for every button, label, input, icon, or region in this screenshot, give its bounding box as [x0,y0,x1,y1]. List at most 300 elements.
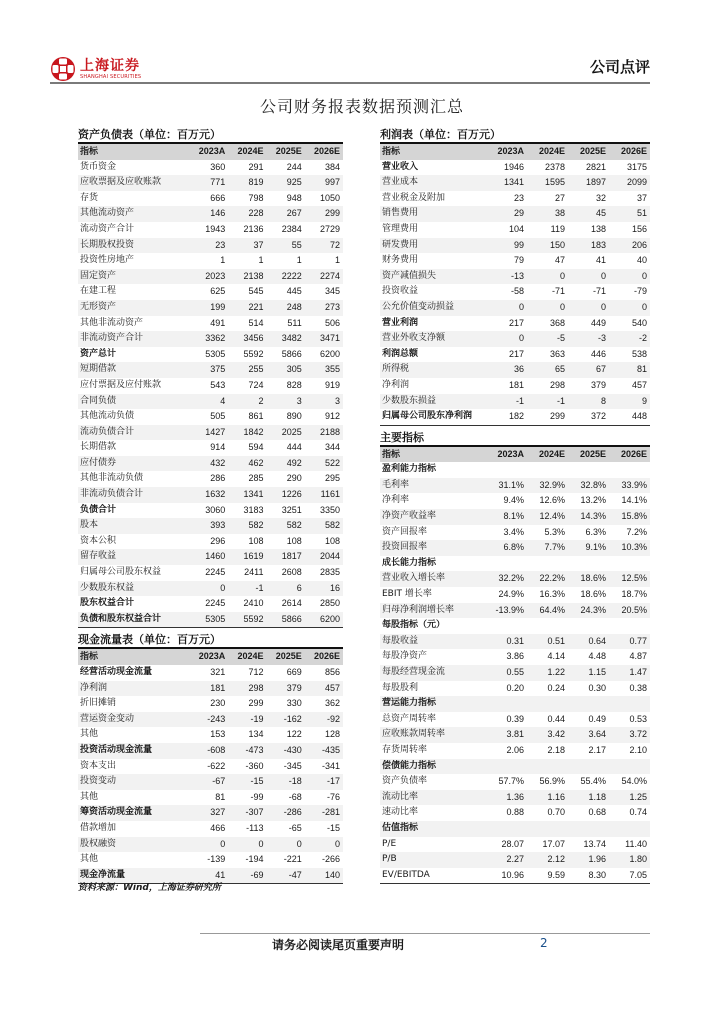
table-cell: 140 [305,868,343,884]
table-cell: 36 [486,362,527,378]
row-label: EV/EBITDA [382,869,430,880]
table-cell: 344 [324,442,340,453]
table-cell: 712 [248,667,264,677]
row-label: 归属母公司股东权益 [80,567,162,578]
table-row [78,665,343,681]
table-cell: 37 [228,238,266,254]
table-cell: 1.22 [527,665,568,681]
table-cell: 5592 [228,612,266,628]
table-cell: 290 [286,473,302,484]
table-cell: 0.49 [588,713,606,724]
table-cell: 28.07 [501,838,524,849]
row-label: 投资收益 [382,286,419,297]
table-cell: 0.20 [506,682,524,693]
row-label: 其他 [80,729,99,740]
table-cell: 299 [305,206,343,222]
table-row [78,362,343,378]
table-cell: 108 [286,535,302,546]
table-cell: 18.7% [621,589,647,600]
table-cell: 448 [631,411,647,422]
table-cell: 0.31 [486,634,527,650]
table-cell: 0 [305,837,343,853]
table-cell: 9 [609,394,650,410]
row-label: 净资产收益率 [380,509,486,525]
row-label: 每股净资产 [382,651,428,662]
row-label: 管理费用 [382,223,419,234]
table-cell: 582 [228,518,266,534]
table-cell: 2025 [267,425,305,441]
table-row [78,253,343,269]
table-cell: 2850 [319,598,340,609]
table-cell: 1595 [527,175,568,191]
table-cell: 40 [636,255,647,266]
row-label: 非流动负债合计 [78,487,190,503]
table-row [380,316,650,332]
row-label: 资本公积 [80,535,117,546]
table-cell: 32.2% [486,571,527,587]
table-cell [527,759,568,775]
table-cell: 3471 [305,331,343,347]
table-cell: 5.3% [544,526,565,537]
table-cell: 360 [210,161,226,172]
table-cell: 1050 [319,192,340,203]
row-label: 成长能力指标 [382,557,437,568]
column-header: 2024E [228,144,266,160]
table-cell: 540 [631,317,647,328]
table-row [380,222,650,238]
table-cell: 0.77 [609,634,650,650]
table-cell: 393 [190,518,228,534]
table-cell: 330 [286,698,302,709]
table-row [78,503,343,519]
table-cell: 5866 [281,348,302,359]
row-label: 负债合计 [80,504,117,515]
table-cell: 6200 [319,348,340,359]
table-cell [609,462,650,478]
table-cell [568,759,609,775]
table-cell: 0.70 [547,807,565,818]
table-cell: 379 [267,681,305,697]
table-cell: 1.96 [568,852,609,868]
row-label: 其他非流动负债 [80,473,144,484]
table-row [78,581,343,597]
table-row [78,518,343,534]
row-label: 少数股东损益 [380,394,486,410]
table-cell: 54.0% [621,776,647,787]
table-cell: 7.2% [626,526,647,537]
table-cell: 153 [210,729,226,740]
table-cell: 2821 [585,161,606,172]
table-cell: -67 [190,774,228,790]
table-cell: 1943 [205,223,226,234]
table-cell: 914 [210,442,226,453]
table-cell: 1161 [305,487,343,503]
table-cell: 666 [210,192,226,203]
table-cell: 2274 [305,269,343,285]
table-cell: 2.10 [629,744,647,755]
table-cell: -194 [245,854,264,865]
table-cell: 57.7% [498,776,524,787]
table-cell: 625 [210,286,226,297]
table-row [78,378,343,394]
table-cell: 379 [590,379,606,390]
table-row [380,852,650,868]
table-cell: -3 [568,331,609,347]
table-cell: 81 [215,791,226,802]
income-statement-title: 利润表（单位：百万元） [380,126,650,144]
row-label: 其他 [80,791,99,802]
table-cell: 13.74 [583,838,606,849]
table-row [380,362,650,378]
table-cell: 181 [508,379,524,390]
table-cell [568,821,609,837]
table-cell: 285 [248,473,264,484]
table-cell: 16.3% [539,589,565,600]
table-row [78,805,343,821]
row-label: 长期股权投资 [78,238,190,254]
table-row [380,587,650,603]
table-row [380,571,650,587]
table-cell: 384 [324,161,340,172]
table-cell: 41 [595,255,606,266]
table-row [78,727,343,743]
table-cell [609,821,650,837]
row-label: 营运资金变动 [78,712,190,728]
table-row [78,565,343,581]
table-row [380,634,650,650]
table-cell: 1.25 [609,790,650,806]
table-cell: 3183 [243,504,264,515]
table-cell: 296 [210,535,226,546]
table-cell: 64.4% [527,603,568,619]
row-label: 存货 [80,192,99,203]
table-cell: 0 [568,300,609,316]
row-label: 所得税 [380,362,486,378]
table-cell: 12.5% [609,571,650,587]
table-cell: 0.51 [527,634,568,650]
cash-flow-table [78,649,343,884]
table-row [78,316,343,332]
table-cell: 291 [248,161,264,172]
table-cell: 2.18 [547,744,565,755]
table-cell: 2410 [243,598,264,609]
table-cell: 119 [550,223,565,234]
table-cell: 1 [220,255,226,266]
table-cell: 0 [190,837,228,853]
table-cell: 17.07 [542,838,565,849]
cash-flow-title: 现金流量表（单位：百万元） [78,631,343,649]
table-cell: 47 [554,255,565,266]
table-row [78,331,343,347]
table-cell: 38 [527,206,568,222]
row-label: 营业外收支净额 [380,331,486,347]
table-row [380,175,650,191]
table-cell: 2608 [281,567,302,578]
table-cell [486,618,527,634]
table-cell: 22.2% [527,571,568,587]
table-row [380,347,650,363]
table-row [380,805,650,821]
table-header-row [380,144,650,160]
table-row [380,462,650,478]
table-cell: 32.8% [568,478,609,494]
column-header: 2026E [305,144,343,160]
table-row [78,238,343,254]
row-label: 无形资产 [78,300,190,316]
table-cell: 6.3% [585,526,606,537]
table-cell [527,696,568,712]
table-cell: 1 [258,255,264,266]
table-cell: 2136 [243,223,264,234]
table-cell: 3251 [281,504,302,515]
table-cell: 3.42 [527,727,568,743]
table-row [78,487,343,503]
table-cell: 20.5% [609,603,650,619]
table-header-row [380,447,650,463]
table-cell: 6.8% [486,540,527,556]
table-cell: -341 [321,760,340,771]
table-cell: 2023 [190,269,228,285]
table-cell: -221 [283,854,302,865]
table-row [78,284,343,300]
table-cell: 997 [305,175,343,191]
table-cell: 3482 [267,331,305,347]
table-row [78,612,343,628]
table-cell: 146 [190,206,228,222]
table-row [78,712,343,728]
table-cell: 771 [190,175,228,191]
row-label: 资产回报率 [382,526,428,537]
table-cell: 0 [609,300,650,316]
table-cell: 0.68 [588,807,606,818]
table-row [380,790,650,806]
row-label: 每股股利 [382,682,419,693]
table-row [380,821,650,837]
table-row [78,471,343,487]
row-label: 营运能力指标 [380,696,486,712]
table-cell: -58 [510,286,524,297]
table-row [380,556,650,572]
table-row [380,540,650,556]
table-row [380,284,650,300]
table-cell [568,556,609,572]
table-cell: 492 [267,456,305,472]
table-cell: 18.6% [568,571,609,587]
right-column [380,126,650,884]
table-cell: -69 [228,868,266,884]
table-cell: 444 [286,442,302,453]
table-cell: 182 [508,411,524,422]
table-row [380,868,650,884]
table-cell [609,618,650,634]
column-header: 2023A [486,144,527,160]
table-cell: -68 [288,791,302,802]
row-label: 财务费用 [382,255,419,266]
table-cell: 122 [286,729,302,740]
table-cell: 669 [286,667,302,677]
table-cell: 128 [324,729,340,740]
row-label: 其他非流动资产 [80,317,144,328]
column-header: 指标 [78,649,190,665]
table-row [78,696,343,712]
table-cell: 255 [228,362,266,378]
table-cell: 7.05 [629,869,647,880]
row-label: 营业收入增长率 [380,571,486,587]
row-label: 流动比率 [380,790,486,806]
row-label: 流动负债合计 [78,425,190,441]
table-cell: 217 [508,348,524,359]
table-cell: 150 [527,238,568,254]
column-header: 2023A [190,649,228,665]
row-label: 营业成本 [380,175,486,191]
table-cell [486,821,527,837]
table-cell: 27 [554,192,565,203]
table-row [78,269,343,285]
table-cell: -15 [326,822,340,833]
table-row [78,790,343,806]
table-row [380,743,650,759]
header-divider [50,82,650,84]
table-cell: 925 [267,175,305,191]
table-row [380,269,650,285]
table-cell: 1.15 [568,665,609,681]
table-cell: 0.39 [506,713,524,724]
table-row [380,774,650,790]
table-row [78,534,343,550]
table-row [380,759,650,775]
table-cell [568,462,609,478]
column-header: 指标 [380,447,486,463]
table-cell: 37 [636,192,647,203]
table-cell: 108 [324,535,340,546]
row-label: 其他流动负债 [80,411,135,422]
table-cell: 1341 [228,487,266,503]
table-cell: 299 [248,698,264,709]
table-cell [609,759,650,775]
table-cell: -79 [633,286,647,297]
column-header: 2024E [527,144,568,160]
table-cell: 108 [248,535,264,546]
table-cell: 217 [508,317,524,328]
row-label: 盈利能力指标 [382,464,437,475]
table-cell: 466 [210,822,226,833]
table-cell: 299 [549,411,565,422]
table-cell: 363 [549,348,565,359]
table-cell: 355 [305,362,343,378]
table-cell: 445 [286,286,302,297]
table-cell: 24.3% [568,603,609,619]
table-cell: 10.96 [501,869,524,880]
table-cell: -286 [267,805,305,821]
table-cell: 1946 [503,161,524,172]
table-cell: 2411 [244,567,264,578]
row-label: 少数股东权益 [78,581,190,597]
table-cell: 51 [609,206,650,222]
row-label: 资产减值损失 [380,269,486,285]
table-cell [568,618,609,634]
table-cell: 819 [228,175,266,191]
table-cell: -71 [592,286,606,297]
table-cell: 432 [190,456,228,472]
table-cell: -19 [228,712,266,728]
table-row [78,743,343,759]
row-label: 每股收益 [380,634,486,650]
table-cell: 5592 [243,348,264,359]
table-cell: 5866 [267,612,305,628]
table-cell: 582 [305,518,343,534]
table-cell: 305 [267,362,305,378]
table-cell: -360 [245,760,264,771]
table-cell: 1.36 [486,790,527,806]
table-cell: 2729 [319,223,340,234]
table-cell: -76 [326,791,340,802]
table-cell: 33.9% [609,478,650,494]
table-row [380,727,650,743]
table-row [380,253,650,269]
table-cell: 134 [248,729,264,740]
table-header-row [78,649,343,665]
table-cell: 2245 [205,567,226,578]
table-row [380,712,650,728]
table-cell: 321 [210,667,226,677]
column-header: 2025E [568,144,609,160]
table-cell: 3 [267,394,305,410]
row-label: 留存收益 [78,549,190,565]
table-header-row [78,144,343,160]
table-cell: 2835 [319,567,340,578]
table-row [380,300,650,316]
table-cell [486,696,527,712]
row-label: 估值指标 [380,821,486,837]
table-cell: 16 [305,581,343,597]
report-type-label: 公司点评 [589,58,650,76]
table-cell [486,556,527,572]
company-logo [50,56,141,82]
row-label: 应付票据及应付账款 [80,379,162,390]
table-cell: 99 [486,238,527,254]
table-row [78,821,343,837]
table-row [78,759,343,775]
row-label: 总资产周转率 [382,713,437,724]
table-cell: 375 [190,362,228,378]
table-row [380,525,650,541]
page-header [50,52,650,82]
column-header: 指标 [78,144,190,160]
table-cell: 13.2% [580,495,606,506]
row-label: 其他 [80,854,99,865]
table-cell: 138 [590,223,606,234]
table-cell: 912 [324,411,340,422]
table-cell: 2099 [609,175,650,191]
table-cell: 221 [228,300,266,316]
table-cell [486,462,527,478]
table-row [78,596,343,612]
page-number: 2 [540,936,548,950]
table-cell: 183 [568,238,609,254]
table-cell: 919 [324,379,340,390]
table-cell: 1 [334,255,340,266]
table-cell: 3.4% [503,526,524,537]
table-cell: 156 [631,223,647,234]
table-cell: 1619 [228,549,266,565]
table-cell: 244 [286,161,302,172]
column-header: 2026E [305,649,343,665]
table-cell: 0 [609,269,650,285]
table-cell: 2.17 [588,744,606,755]
table-cell: 45 [568,206,609,222]
footer-divider [200,933,650,934]
row-label: 营业收入 [382,161,419,172]
